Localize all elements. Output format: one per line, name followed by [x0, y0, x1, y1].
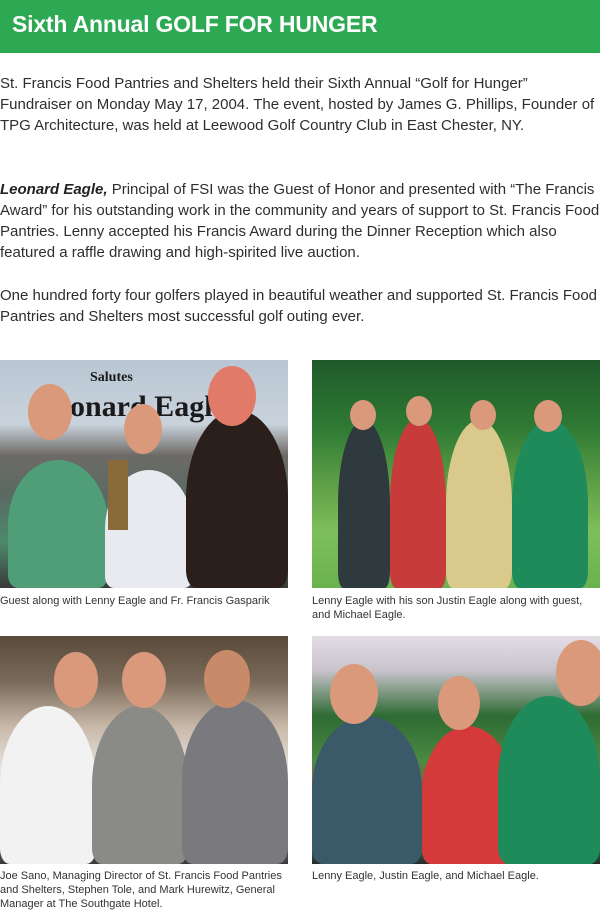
person-head — [556, 640, 600, 706]
person-head — [208, 366, 256, 426]
person-head — [204, 650, 250, 708]
person-head — [330, 664, 378, 724]
person-head — [350, 400, 376, 430]
award-trophy — [108, 460, 128, 530]
person-head — [534, 400, 562, 432]
banner-text-name: onard Eagle — [70, 390, 226, 423]
person-figure — [8, 460, 108, 588]
person-head — [124, 404, 162, 454]
page-title: Sixth Annual GOLF FOR HUNGER — [12, 11, 378, 37]
person-head — [122, 652, 166, 708]
person-figure — [498, 696, 600, 864]
person-figure — [312, 716, 422, 864]
honoree-text: Principal of FSI was the Guest of Honor and presented with “The Francis Award” for his outstanding work in the community and years of support to St. Francis Food Pantries. Lenny accepted his Francis Award during the Dinner Reception which also featured a raffle drawing and high-spirited live auction. — [0, 181, 600, 261]
person-head — [470, 400, 496, 430]
person-figure — [338, 420, 390, 588]
honoree-name: Leonard Eagle, — [0, 181, 108, 198]
page-header — [0, 0, 600, 53]
person-head — [54, 652, 98, 708]
person-figure — [512, 420, 588, 588]
person-figure — [390, 418, 446, 588]
photo-caption: Lenny Eagle with his son Justin Eagle along with guest, and Michael Eagle. — [312, 595, 583, 621]
person-figure — [0, 706, 96, 864]
photo-award-presentation — [0, 360, 288, 588]
person-figure — [186, 410, 288, 588]
person-figure — [182, 700, 288, 864]
person-head — [438, 676, 480, 730]
honoree-paragraph — [0, 179, 600, 263]
person-head — [28, 384, 72, 440]
photo-eagle-family — [312, 636, 600, 864]
intro-paragraph: St. Francis Food Pantries and Shelters held their Sixth Annual “Golf for Hunger” Fundraiser on Monday May 17, 2004. The event, hosted by James G. Phillips, Founder of TPG Architecture, was held at Leewood Golf Country Club in East Chester, NY. — [0, 75, 595, 134]
photo-caption: Guest along with Lenny Eagle and Fr. Francis Gasparik — [0, 595, 270, 607]
photo-dinner-reception — [0, 636, 288, 864]
photo-golf-course-group — [312, 360, 600, 588]
banner-text-salutes: Salutes — [90, 370, 133, 385]
photo-caption: Joe Sano, Managing Director of St. Francis Food Pantries and Shelters, Stephen Tole, and Mark Hurewitz, General Manager at The Southgate Hotel. — [0, 870, 282, 910]
person-figure — [446, 420, 512, 588]
photo-caption: Lenny Eagle, Justin Eagle, and Michael Eagle. — [312, 870, 539, 882]
closing-paragraph: One hundred forty four golfers played in beautiful weather and supported St. Francis Food Pantries and Shelters most successful golf outing ever. — [0, 287, 598, 325]
person-figure — [92, 706, 188, 864]
person-head — [406, 396, 432, 426]
